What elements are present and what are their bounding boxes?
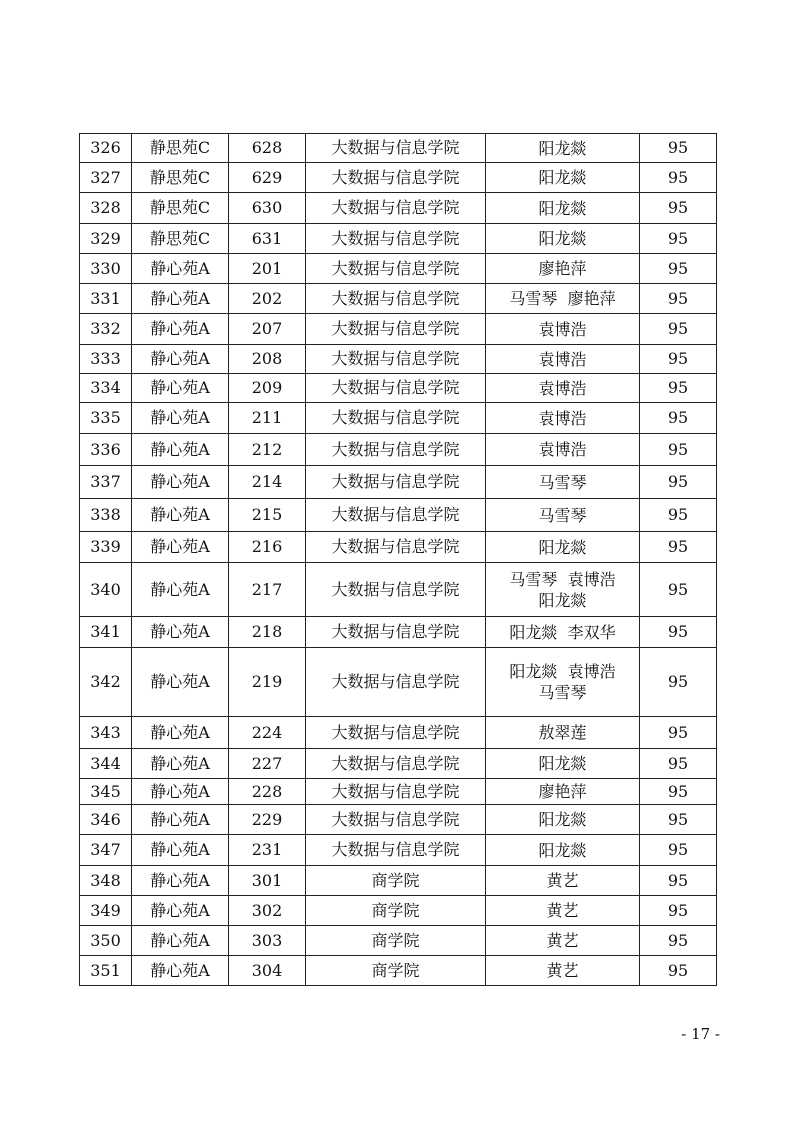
cell-score: 95 [640,284,717,314]
cell-no: 350 [80,926,132,956]
cell-no: 329 [80,224,132,254]
owner-line: 黄艺 [546,931,579,950]
owner-line: 阳龙燚 [538,229,587,248]
cell-college: 大数据与信息学院 [306,648,486,717]
cell-score: 95 [640,866,717,896]
cell-building: 静心苑A [132,805,229,835]
table-row [80,193,717,224]
cell-score: 95 [640,345,717,374]
table-row [80,163,717,193]
cell-no: 333 [80,345,132,374]
table-row [80,254,717,284]
table-row [80,749,717,779]
cell-no: 330 [80,254,132,284]
cell-owners [486,434,640,466]
table-body [80,134,717,986]
owner-line: 黄艺 [546,901,579,920]
cell-score: 95 [640,499,717,532]
cell-owners [486,835,640,866]
cell-score: 95 [640,403,717,434]
cell-no: 346 [80,805,132,835]
table-row [80,926,717,956]
cell-room: 219 [229,648,306,717]
cell-college: 商学院 [306,956,486,986]
cell-score: 95 [640,779,717,805]
cell-no: 334 [80,374,132,403]
cell-no: 343 [80,717,132,749]
cell-college: 大数据与信息学院 [306,254,486,284]
cell-building: 静思苑C [132,193,229,224]
cell-no: 345 [80,779,132,805]
cell-no: 341 [80,617,132,648]
table-row [80,284,717,314]
owner-line: 阳龙燚 [538,590,587,610]
cell-owners [486,134,640,163]
cell-no: 336 [80,434,132,466]
cell-college: 大数据与信息学院 [306,779,486,805]
cell-owners [486,866,640,896]
cell-score: 95 [640,532,717,563]
cell-room: 214 [229,466,306,499]
table-row [80,224,717,254]
cell-owners [486,499,640,532]
dormitory-score-table [79,133,717,986]
cell-room: 231 [229,835,306,866]
cell-score: 95 [640,896,717,926]
cell-room: 302 [229,896,306,926]
table-row [80,499,717,532]
cell-college: 大数据与信息学院 [306,617,486,648]
cell-building: 静心苑A [132,648,229,717]
cell-score: 95 [640,717,717,749]
cell-no: 342 [80,648,132,717]
owner-line: 黄艺 [546,871,579,890]
cell-building: 静心苑A [132,779,229,805]
cell-college: 大数据与信息学院 [306,314,486,345]
cell-room: 630 [229,193,306,224]
cell-score: 95 [640,224,717,254]
cell-room: 211 [229,403,306,434]
cell-college: 商学院 [306,896,486,926]
cell-college: 大数据与信息学院 [306,434,486,466]
cell-college: 大数据与信息学院 [306,284,486,314]
owner-line: 黄艺 [546,961,579,980]
cell-owners [486,163,640,193]
cell-owners [486,805,640,835]
cell-owners [486,403,640,434]
cell-score: 95 [640,254,717,284]
cell-room: 228 [229,779,306,805]
owner-line: 马雪琴 [538,472,587,492]
cell-building: 静心苑A [132,717,229,749]
cell-no: 328 [80,193,132,224]
cell-owners [486,284,640,314]
cell-building: 静心苑A [132,284,229,314]
cell-room: 629 [229,163,306,193]
owner-line: 阳龙燚 [538,168,587,187]
cell-room: 303 [229,926,306,956]
cell-room: 631 [229,224,306,254]
cell-owners [486,254,640,284]
cell-no: 332 [80,314,132,345]
cell-building: 静心苑A [132,617,229,648]
cell-building: 静心苑A [132,896,229,926]
table-row [80,896,717,926]
cell-room: 209 [229,374,306,403]
cell-owners [486,617,640,648]
owner-line: 阳龙燚 袁博浩 [509,662,616,681]
cell-no: 339 [80,532,132,563]
cell-score: 95 [640,374,717,403]
cell-building: 静思苑C [132,163,229,193]
cell-college: 大数据与信息学院 [306,805,486,835]
cell-owners [486,926,640,956]
table-row [80,134,717,163]
cell-owners [486,374,640,403]
table-row [80,345,717,374]
cell-no: 344 [80,749,132,779]
cell-building: 静心苑A [132,926,229,956]
cell-no: 337 [80,466,132,499]
owner-line: 马雪琴 廖艳萍 [509,289,616,308]
cell-score: 95 [640,805,717,835]
owner-line: 阳龙燚 [538,810,587,829]
cell-building: 静心苑A [132,532,229,563]
cell-owners [486,224,640,254]
table-row [80,374,717,403]
cell-owners [486,345,640,374]
cell-building: 静心苑A [132,835,229,866]
cell-owners [486,193,640,224]
cell-room: 301 [229,866,306,896]
cell-room: 229 [229,805,306,835]
cell-building: 静心苑A [132,499,229,532]
owner-line: 敖翠莲 [538,723,587,742]
cell-college: 大数据与信息学院 [306,499,486,532]
owner-line: 袁博浩 [538,349,587,369]
cell-building: 静心苑A [132,466,229,499]
owner-line: 马雪琴 [538,683,587,702]
cell-college: 大数据与信息学院 [306,563,486,617]
cell-no: 335 [80,403,132,434]
cell-score: 95 [640,926,717,956]
cell-building: 静心苑A [132,403,229,434]
cell-room: 304 [229,956,306,986]
cell-no: 338 [80,499,132,532]
cell-room: 212 [229,434,306,466]
cell-college: 大数据与信息学院 [306,532,486,563]
cell-score: 95 [640,434,717,466]
cell-score: 95 [640,163,717,193]
cell-no: 351 [80,956,132,986]
cell-room: 216 [229,532,306,563]
table-row [80,835,717,866]
table-row [80,779,717,805]
cell-college: 商学院 [306,866,486,896]
cell-no: 340 [80,563,132,617]
table-row [80,648,717,717]
cell-owners [486,563,640,617]
cell-college: 大数据与信息学院 [306,224,486,254]
cell-no: 326 [80,134,132,163]
cell-building: 静心苑A [132,374,229,403]
cell-score: 95 [640,749,717,779]
cell-owners [486,717,640,749]
cell-building: 静心苑A [132,254,229,284]
cell-building: 静心苑A [132,563,229,617]
cell-room: 227 [229,749,306,779]
table-row [80,466,717,499]
cell-owners [486,532,640,563]
cell-room: 218 [229,617,306,648]
table-row [80,956,717,986]
owner-line: 阳龙燚 [538,138,587,158]
table-row [80,717,717,749]
cell-college: 商学院 [306,926,486,956]
cell-room: 208 [229,345,306,374]
cell-score: 95 [640,314,717,345]
table-row [80,434,717,466]
owner-line: 阳龙燚 [538,754,587,773]
cell-room: 215 [229,499,306,532]
owner-line: 袁博浩 [538,319,587,339]
cell-no: 348 [80,866,132,896]
cell-no: 327 [80,163,132,193]
cell-owners [486,779,640,805]
cell-owners [486,466,640,499]
cell-building: 静心苑A [132,345,229,374]
table-row [80,563,717,617]
cell-score: 95 [640,193,717,224]
cell-college: 大数据与信息学院 [306,163,486,193]
cell-college: 大数据与信息学院 [306,466,486,499]
cell-building: 静思苑C [132,224,229,254]
owner-line: 阳龙燚 [538,840,587,860]
cell-score: 95 [640,466,717,499]
cell-college: 大数据与信息学院 [306,835,486,866]
owner-line: 袁博浩 [538,378,587,398]
owner-line: 马雪琴 [538,505,587,525]
table-row [80,805,717,835]
cell-owners [486,648,640,717]
cell-college: 大数据与信息学院 [306,193,486,224]
cell-score: 95 [640,956,717,986]
cell-owners [486,749,640,779]
page-number: - 17 - [681,1025,720,1043]
owner-line: 阳龙燚 [538,537,587,557]
owner-line: 袁博浩 [538,440,587,459]
owner-line: 阳龙燚 李双华 [509,622,616,642]
cell-room: 202 [229,284,306,314]
cell-building: 静心苑A [132,956,229,986]
cell-building: 静心苑A [132,866,229,896]
table-row [80,403,717,434]
owner-line: 廖艳萍 [538,782,587,801]
cell-building: 静心苑A [132,434,229,466]
cell-room: 224 [229,717,306,749]
cell-room: 628 [229,134,306,163]
cell-no: 331 [80,284,132,314]
table-row [80,314,717,345]
table-row [80,617,717,648]
cell-college: 大数据与信息学院 [306,134,486,163]
cell-score: 95 [640,835,717,866]
cell-college: 大数据与信息学院 [306,403,486,434]
cell-owners [486,314,640,345]
cell-score: 95 [640,134,717,163]
cell-room: 217 [229,563,306,617]
cell-college: 大数据与信息学院 [306,345,486,374]
cell-building: 静心苑A [132,749,229,779]
cell-owners [486,896,640,926]
cell-score: 95 [640,563,717,617]
cell-college: 大数据与信息学院 [306,749,486,779]
owner-line: 马雪琴 袁博浩 [509,569,616,589]
cell-no: 349 [80,896,132,926]
cell-no: 347 [80,835,132,866]
cell-building: 静心苑A [132,314,229,345]
owner-line: 袁博浩 [538,408,587,428]
cell-room: 207 [229,314,306,345]
cell-score: 95 [640,648,717,717]
cell-college: 大数据与信息学院 [306,374,486,403]
cell-room: 201 [229,254,306,284]
cell-building: 静思苑C [132,134,229,163]
cell-college: 大数据与信息学院 [306,717,486,749]
cell-score: 95 [640,617,717,648]
owner-line: 廖艳萍 [538,259,587,278]
cell-owners [486,956,640,986]
table-row [80,532,717,563]
owner-line: 阳龙燚 [538,198,587,218]
table-row [80,866,717,896]
